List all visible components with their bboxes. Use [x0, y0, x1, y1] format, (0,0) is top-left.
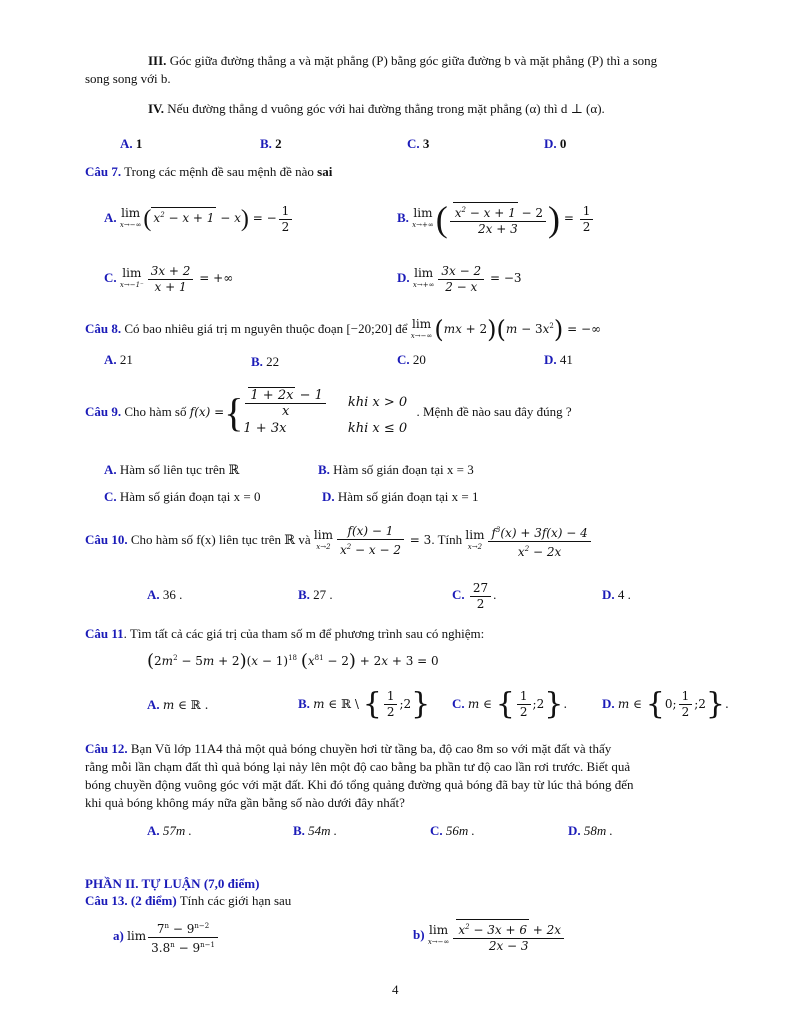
q7-option-a: A. lim x→−∞ ( $x^2 - x + 1 - x$) = − $\frac{1}{2}$ — [104, 200, 294, 236]
statement-label: IV. — [148, 101, 165, 116]
question-text: Tính các giới hạn sau — [179, 893, 292, 908]
question-12-line: khi quả bóng không máy nữa gần bằng số nào dưới đây nhất? — [85, 795, 405, 810]
question-label: Câu 7. — [85, 164, 122, 179]
question-7 — [85, 164, 332, 180]
q7-option-d: D. lim x→+∞ $\frac{3x - 2}{2 - x}$ = −3 — [397, 263, 522, 294]
question-label: Câu 12. — [85, 741, 128, 756]
q13-part-a: a) lim $\frac{7^n - 9^{n-2}}{3.8^n - 9^{n-1}}$ — [113, 916, 220, 956]
question-9: Câu 9. Cho hàm số f(x) ={ $\frac{1 + 2x - 1}{x}$ khi x > 0 1 + 3x khi x ≤ 0 . Mệnh đề nào sau đây đúng ? — [85, 384, 572, 440]
question-text: Có bao nhiêu giá trị m nguyên thuộc đoạn [−20;20] để — [124, 321, 408, 336]
option-b: B. 27 . — [298, 587, 333, 602]
question-8: Câu 8. Có bao nhiêu giá trị m nguyên thuộc đoạn [−20;20] để lim x→−∞ $(mx + 2)(m - 3x^2)$ = −∞ — [85, 315, 601, 344]
option-c: C. $\frac{27}{2}$ . — [452, 580, 497, 611]
option-c: C. 3 — [407, 136, 430, 151]
question-text: Cho hàm số — [124, 404, 187, 419]
q13-part-b: b) lim x→−∞ $\frac{x^2 - 3x + 6 + 2x}{2x - 3}$ — [413, 914, 566, 956]
option-c: C. m ∈ { $\frac{1}{2}$ ;2}. — [452, 686, 568, 722]
q9-option-d: D. Hàm số gián đoạn tại x = 1 — [322, 489, 479, 504]
option-key: A. — [104, 210, 117, 225]
question-13 — [85, 893, 291, 909]
question-text: . Mệnh đề nào sau đây đúng ? — [416, 404, 572, 419]
q7-option-b: B. lim x→+∞ ( $\frac{x^2 - x + 1 - 2}{2x + 3}$ ) = $\frac{1}{2}$ — [397, 196, 595, 240]
option-b: B. 22 — [251, 354, 280, 369]
option-d: D. 41 — [544, 352, 573, 367]
option-key: C. — [104, 270, 117, 285]
section-heading: PHẦN II. TỰ LUẬN (7,0 điểm) — [85, 876, 260, 891]
statement-text: Góc giữa đường thẳng a và mặt phẳng (P) bằng góc giữa đường b và mặt phẳng (P) thì a song — [169, 53, 658, 68]
option-d: D. m ∈ {0; $\frac{1}{2}$ ;2}. — [602, 686, 729, 722]
question-label: Câu 10. — [85, 532, 128, 547]
q9-option-c: C. Hàm số gián đoạn tại x = 0 — [104, 489, 261, 504]
option-a: A. 21 — [104, 352, 133, 367]
q7-option-c: C. lim x→−1⁻ $\frac{3x + 2}{x + 1}$ = +∞ — [104, 263, 234, 294]
option-b: B. 54m . — [293, 823, 338, 838]
option-b: B. 2 — [260, 136, 282, 151]
question-label: Câu 8. — [85, 321, 122, 336]
option-c: C. 20 — [397, 352, 426, 367]
piecewise: $\frac{1 + 2x - 1}{x}$ khi x > 0 1 + 3x khi x ≤ 0 — [243, 388, 408, 437]
statement-III-cont: song song với b. — [85, 71, 171, 86]
equation: $(2m^2 - 5m + 2)(x - 1)^{18}$ $(x^{81} - 2) + 2x + 3 = 0$ — [147, 650, 439, 672]
question-label: Câu 11 — [85, 626, 124, 641]
question-text: Cho hàm số f(x) liên tục trên ℝ và — [130, 532, 311, 547]
question-12-line: rằng mỗi lần chạm đất thì quả bóng lại nảy lên một độ cao bằng ba phần tư độ cao lần rơi trước. Biết quả — [85, 759, 631, 774]
statement-label: III. — [148, 53, 167, 68]
question-11 — [85, 626, 484, 642]
statement-III — [148, 53, 657, 69]
question-12-line: bóng chuyền động vuông góc với mặt đất. Khi đó tổng quảng đường quả bóng đã bay từ lúc thả bóng đến — [85, 777, 634, 792]
question-emphasis: sai — [317, 164, 333, 179]
option-a: A. 36 . — [147, 587, 183, 602]
statement-text: Nếu đường thẳng d vuông góc với hai đường thẳng trong mặt phẳng (α) thì d ⊥ (α). — [167, 101, 605, 116]
option-a: A. m ∈ ℝ . — [147, 697, 209, 712]
function-name: f(x) = — [189, 405, 225, 419]
question-12 — [85, 741, 611, 757]
option-d: D. 4 . — [602, 587, 631, 602]
option-b: B. m ∈ ℝ \ { $\frac{1}{2}$ ;2} — [298, 686, 431, 722]
question-text: Trong các mệnh đề sau mệnh đề nào — [124, 164, 314, 179]
question-10: Câu 10. Cho hàm số f(x) liên tục trên ℝ và lim x→2 $\frac{f(x) - 1}{x^2 - x - 2}$ = 3. Tính lim x→2 $\frac{f^3(x) + 3f(x) - 4}{x^2 - 2x}$ — [85, 518, 593, 562]
option-key: D. — [397, 270, 410, 285]
option-c: C. 56m . — [430, 823, 475, 838]
option-d: D. 58m . — [568, 823, 613, 838]
page-number: 4 — [392, 982, 399, 997]
question-text: Bạn Vũ lớp 11A4 thả một quả bóng chuyền hơi từ tầng ba, độ cao 8m so với mặt đất và thấy — [130, 741, 612, 756]
q9-option-b: B. Hàm số gián đoạn tại x = 3 — [318, 462, 474, 477]
q9-option-a: A. Hàm số liên tục trên ℝ — [104, 462, 240, 477]
question-label: Câu 9. — [85, 404, 122, 419]
option-key: B. — [397, 210, 409, 225]
statement-IV — [148, 101, 605, 117]
option-d: D. 0 — [544, 136, 567, 151]
option-a: A. 57m . — [147, 823, 192, 838]
question-label: Câu 13. (2 điểm) — [85, 893, 177, 908]
option-a: A. 1 — [120, 136, 143, 151]
question-text: . Tìm tất cả các giá trị của tham số m để phương trình sau có nghiệm: — [123, 626, 485, 641]
